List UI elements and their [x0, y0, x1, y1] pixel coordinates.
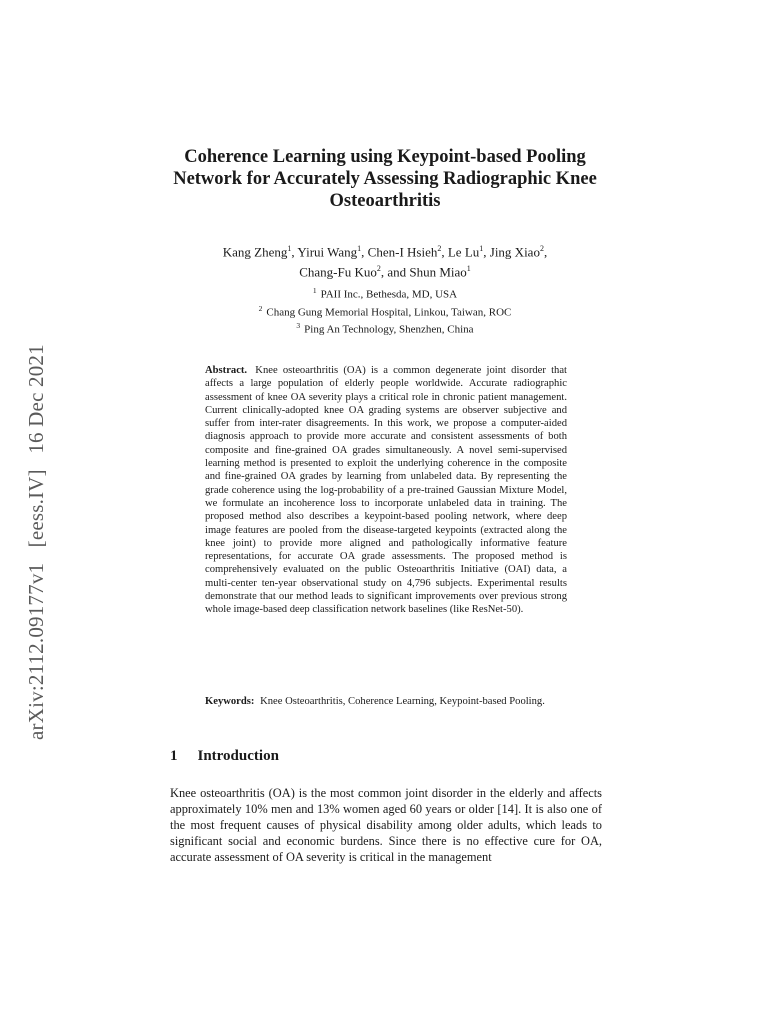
arxiv-date: 16 Dec 2021: [24, 344, 48, 454]
author-line-1: Kang Zheng$^1$, Yirui Wang$^1$, Chen-I Hsieh$^2$, Le Lu$^1$, Jing Xiao$^2$,: [222, 244, 548, 260]
section-heading: [170, 748, 279, 765]
keywords: [205, 695, 567, 708]
author-name: Yirui Wang: [297, 244, 358, 260]
section-number: 1: [170, 748, 178, 764]
affiliation-text: Ping An Technology, Shenzhen, China: [304, 323, 474, 336]
author-affiliation-mark: 2: [376, 264, 381, 274]
arxiv-id: arXiv:2112.09177v1: [24, 562, 48, 740]
abstract-label: Abstract.: [205, 365, 248, 376]
author-affiliation-mark: 2: [539, 244, 544, 253]
author-list: [170, 240, 600, 281]
author-line-2: Chang-Fu Kuo$^2$, and Shun Miao$^1$: [299, 264, 471, 280]
author-affiliation-mark: 2: [437, 244, 442, 253]
affiliation-item: [180, 302, 590, 320]
arxiv-category: [eess.IV]: [24, 469, 48, 548]
abstract-text: Knee osteoarthritis (OA) is a common degenerate joint disorder that affects a large population of elderly people worldwide. Accurate radiographic assessment of knee OA severity plays a critical role in chronic patient management. Current clinically-adopted knee OA grading systems are observer subjective and suffer from inter-rater disagreements. In this work, we propose a computer-aided diagnosis approach to provide more accurate and consistent assessments of both composite and fine-grained OA grades simultaneously. A novel semi-supervised learning method is presented to exploit the underlying coherence in the composite and fine-grained OA grades by learning from unlabeled data. By representing the grade coherence using the log-probability of a pre-trained Gaussian Mixture Model, we formulate an incoherence loss to incorporate unlabeled data in training. The proposed method also describes a keypoint-based pooling network, where deep image features are pooled from the disease-targeted keypoints (extracted along the knee joint) to provide more aligned and pathologically informative feature representations, for accurate OA grade assessments. The proposed method is comprehensively evaluated on the public Osteoarthritis Initiative (OAI) data, a multi-center ten-year observational study on 4,796 subjects. Experimental results demonstrate that our method leads to significant improvements over previous strong whole image-based deep classification network baselines (like ResNet-50).: [205, 365, 567, 616]
author-affiliation-mark: 1: [357, 244, 362, 253]
affiliation-text: Chang Gung Memorial Hospital, Linkou, Taiwan, ROC: [266, 306, 512, 319]
abstract: [205, 364, 567, 617]
keywords-text: Knee Osteoarthritis, Coherence Learning, Keypoint-based Pooling.: [260, 696, 545, 707]
author-affiliation-mark: 1: [479, 244, 484, 253]
affiliation-item: [180, 284, 590, 302]
author-affiliation-mark: 1: [287, 244, 292, 253]
author-affiliation-mark: 1: [466, 264, 471, 274]
introduction-paragraph: Knee osteoarthritis (OA) is the most common joint disorder in the elderly and affects approximately 10% men and 13% women aged 60 years or older [14]. It is also one of the most frequent causes of physical disability among older adults, which leads to significant social and economic burdens. Since there is no effective cure for OA, accurate assessment of OA severity is critical in the management: [170, 786, 602, 864]
author-name: Chang-Fu Kuo: [299, 264, 377, 280]
affiliation-list: [180, 284, 590, 337]
affiliation-number: 2: [258, 303, 263, 313]
affiliation-number: 3: [296, 321, 301, 331]
keywords-label: Keywords:: [205, 696, 255, 707]
affiliation-text: PAII Inc., Bethesda, MD, USA: [320, 288, 458, 301]
affiliation-number: 1: [312, 286, 317, 295]
author-name: and Shun Miao: [387, 264, 467, 280]
arxiv-identifier-stamp: [24, 260, 46, 740]
author-name: Kang Zheng: [222, 244, 288, 260]
author-name: Le Lu: [447, 244, 480, 260]
section-title: Introduction: [197, 748, 279, 764]
paper-title: Coherence Learning using Keypoint-based Pooling Network for Accurately Assessing Radiographic Knee Osteoarthritis: [173, 147, 597, 211]
affiliation-item: [180, 319, 590, 337]
author-name: Chen-I Hsieh: [367, 244, 438, 260]
author-name: Jing Xiao: [489, 244, 540, 260]
